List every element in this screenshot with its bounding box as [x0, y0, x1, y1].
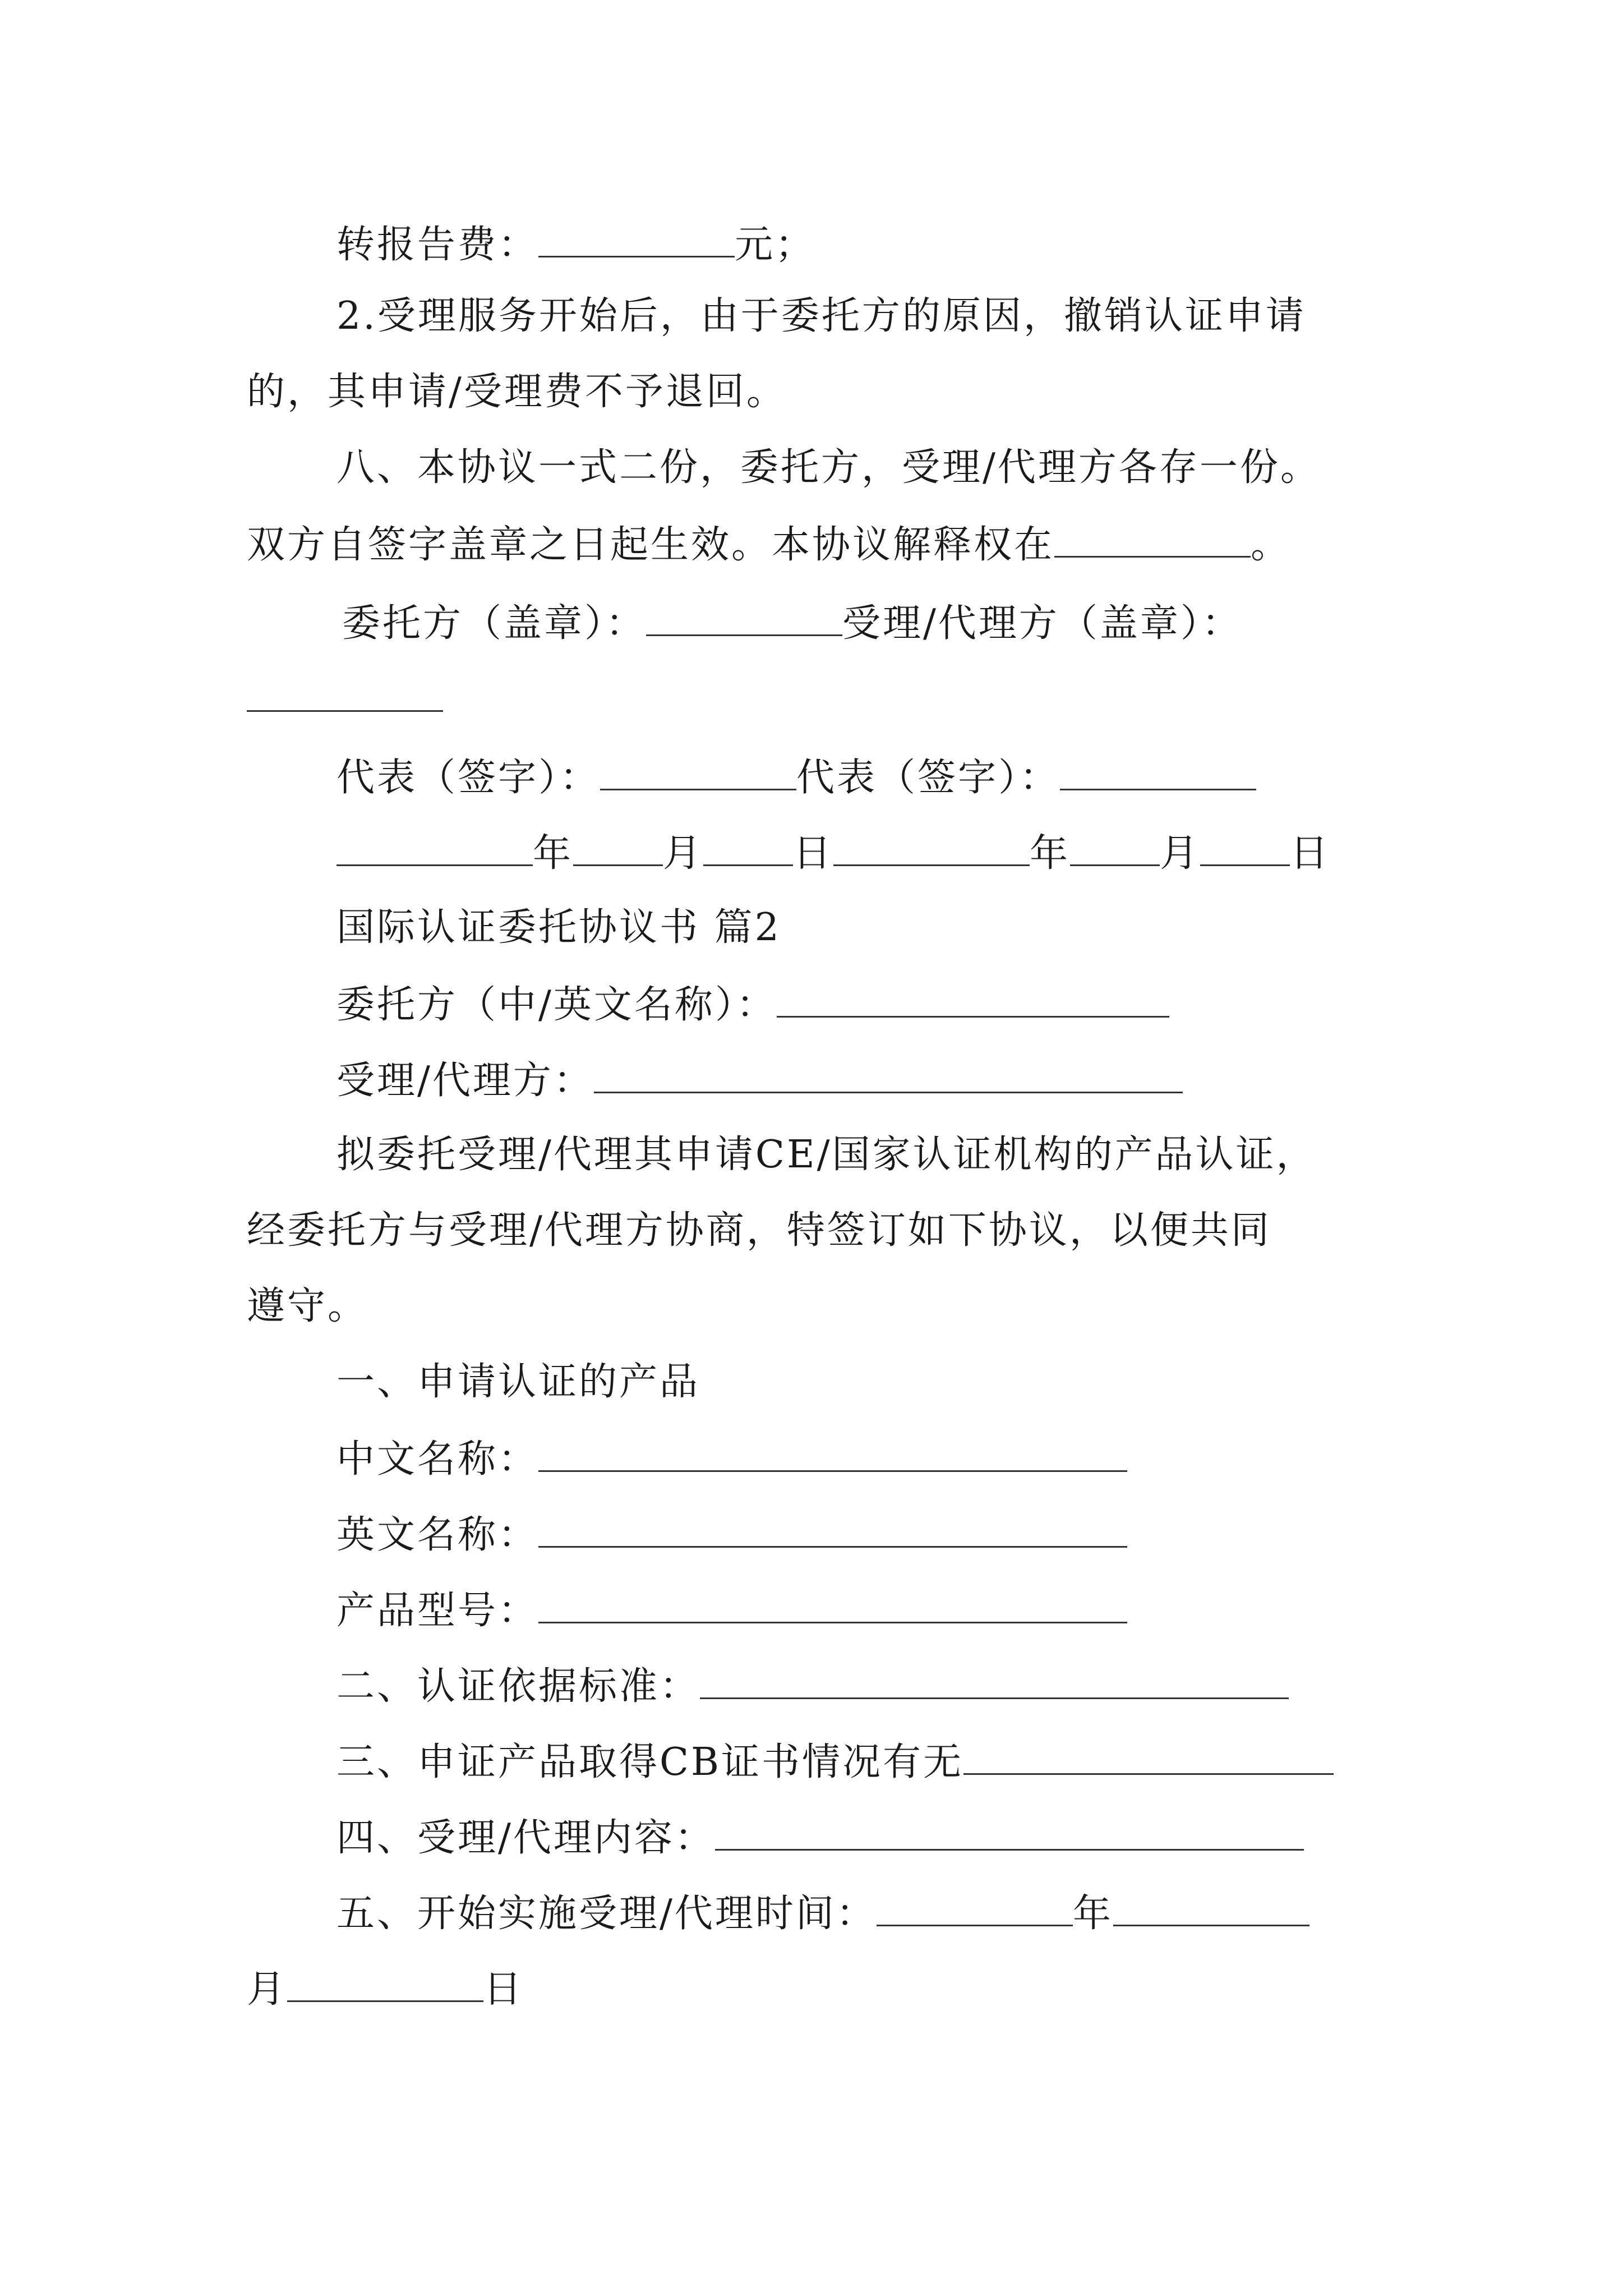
year-blank-2[interactable] [833, 833, 1030, 866]
agency-content-label: 四、受理/代理内容： [336, 1816, 715, 1860]
agent-seal-label: 受理/代理方（盖章）： [842, 601, 1242, 646]
fee-label: 转报告费： [336, 223, 539, 267]
start-time-line-2 [247, 1967, 524, 2012]
model-label: 产品型号： [336, 1589, 539, 1633]
english-name-blank[interactable] [538, 1515, 1127, 1548]
model-blank[interactable] [538, 1590, 1127, 1623]
start-day-label: 日 [483, 1967, 524, 2012]
interpretation-blank[interactable] [1054, 524, 1251, 558]
english-name-line [336, 1513, 1127, 1557]
seal-line [342, 601, 1242, 646]
agent-name-blank[interactable] [594, 1060, 1183, 1093]
agent-seal-line [247, 679, 443, 719]
client-name-label: 委托方（中/英文名称）： [336, 983, 777, 1027]
start-month-label: 月 [247, 1967, 288, 2012]
day-label-2: 日 [1290, 831, 1331, 876]
client-rep-blank[interactable] [600, 757, 796, 790]
clause-8-line-1: 八、本协议一式二份，委托方，受理/代理方各存一份。 [336, 445, 1321, 490]
chinese-name-blank[interactable] [538, 1439, 1127, 1472]
start-day-blank[interactable] [287, 1969, 483, 2002]
agent-seal-blank[interactable] [247, 679, 443, 712]
standard-line [336, 1664, 1289, 1709]
model-line [336, 1589, 1127, 1633]
clause-2-line-1: 2.受理服务开始后，由于委托方的原因，撤销认证申请 [336, 294, 1306, 338]
start-year-label: 年 [1072, 1892, 1113, 1936]
client-name-line [336, 983, 1169, 1027]
chinese-name-line [336, 1439, 1127, 1479]
intro-line-2: 经委托方与受理/代理方协商，特签订如下协议，以便共同 [247, 1208, 1271, 1253]
standard-label: 二、认证依据标准： [336, 1664, 700, 1709]
client-rep-label: 代表（签字）： [336, 756, 601, 800]
chinese-name-label: 中文名称： [336, 1437, 539, 1481]
section-title: 国际认证委托协议书 篇2 [336, 905, 781, 950]
client-seal-blank[interactable] [646, 603, 842, 636]
agent-rep-label: 代表（签字）： [796, 756, 1061, 800]
period: 。 [1251, 523, 1292, 567]
agent-rep-blank[interactable] [1060, 757, 1256, 790]
agency-content-blank[interactable] [715, 1818, 1304, 1851]
month-label-1: 月 [663, 831, 704, 876]
month-blank-1[interactable] [573, 833, 663, 866]
day-label-1: 日 [793, 831, 834, 876]
client-seal-label: 委托方（盖章）： [342, 601, 647, 646]
day-blank-2[interactable] [1200, 833, 1290, 866]
intro-line-3: 遵守。 [247, 1284, 368, 1328]
clause-8-line-2 [247, 523, 1292, 567]
month-label-2: 月 [1160, 831, 1201, 876]
standard-blank[interactable] [700, 1666, 1289, 1699]
clause-2-line-2: 的，其申请/受理费不予退回。 [247, 370, 787, 414]
start-time-label: 五、开始实施受理/代理时间： [336, 1892, 877, 1936]
year-blank-1[interactable] [336, 833, 533, 866]
fee-unit: 元； [735, 223, 816, 267]
year-label-2: 年 [1030, 831, 1071, 876]
month-blank-2[interactable] [1070, 833, 1160, 866]
fee-blank[interactable] [538, 224, 735, 257]
fee-line [336, 223, 816, 267]
day-blank-1[interactable] [703, 833, 793, 866]
agency-content-line [336, 1816, 1304, 1860]
interpretation-text: 双方自签字盖章之日起生效。本协议解释权在 [247, 523, 1055, 567]
client-name-blank[interactable] [777, 984, 1169, 1018]
intro-line-1: 拟委托受理/代理其申请CE/国家认证机构的产品认证， [336, 1133, 1317, 1177]
english-name-label: 英文名称： [336, 1513, 539, 1557]
year-label-1: 年 [533, 831, 574, 876]
date-line [336, 831, 1331, 876]
start-year-blank[interactable] [877, 1893, 1073, 1926]
agent-name-label: 受理/代理方： [336, 1059, 594, 1103]
start-month-blank[interactable] [1113, 1893, 1310, 1926]
cb-certificate-blank[interactable] [963, 1742, 1334, 1775]
signature-line [336, 756, 1256, 800]
cb-certificate-label: 三、申证产品取得CB证书情况有无 [336, 1740, 964, 1784]
cb-certificate-line [336, 1742, 1334, 1782]
clause-1-heading: 一、申请认证的产品 [336, 1360, 700, 1404]
agent-name-line [336, 1059, 1183, 1103]
start-time-line [336, 1892, 1310, 1936]
